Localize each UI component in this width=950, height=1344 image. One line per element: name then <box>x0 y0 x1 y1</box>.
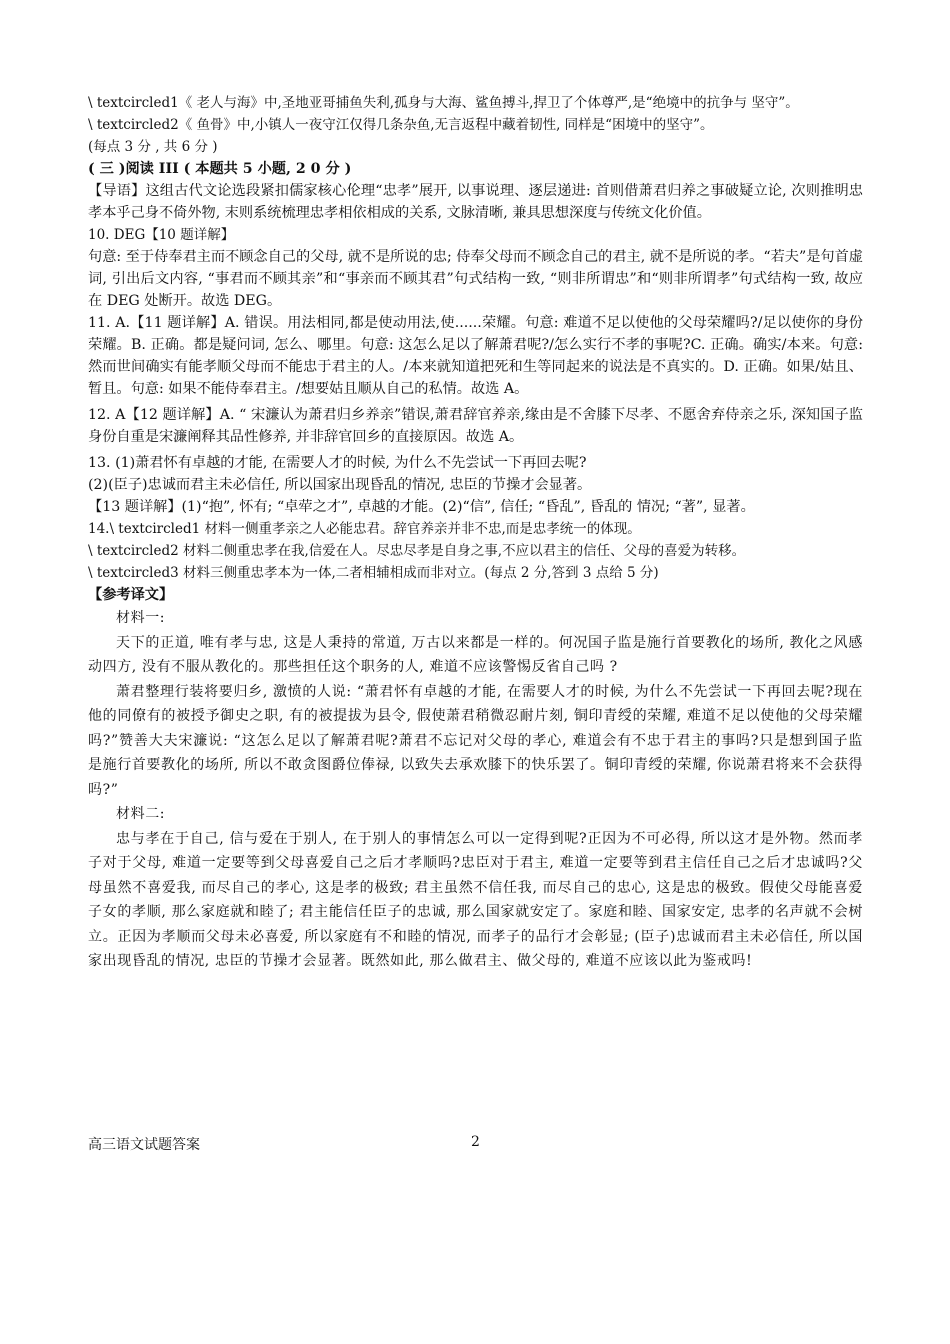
answer-line-circled1: \ textcircled1《 老人与海》中,圣地亚哥捕鱼失利,孤身与大海、鲨鱼搏斗,捍卫了个体尊严,是“绝境中的抗争与 坚守”。 <box>88 95 799 111</box>
reference-translation-heading: 【参考译文】 <box>88 587 174 603</box>
intro-paragraph: 【导语】这组古代文论选段紧扣儒家核心伦理“忠孝”展开, 以事说理、逐层递进: 首则借萧君归养之事破疑立论, 次则推明忠孝本乎己身不倚外物, 末则系统梳理忠孝相依相成的关系, 文脉清晰, 兼具思想深度与传统文化价值。 <box>88 183 863 221</box>
material-2-paragraph-1: 忠与孝在于自己, 信与爱在于别人, 在于别人的事情怎么可以一定得到呢?正因为不可必得, 所以这才是外物。然而孝子对于父母, 难道一定要等到父母喜爱自己之后才孝顺吗?忠臣对于君主, 难道一定要等到君主信任自己之后才忠诚吗?父母虽然不喜爱我, 而尽自己的孝心, 这是孝的极致; 君主虽然不信任我, 而尽自己的忠心, 这是忠的极致。假使父母能喜爱子女的孝顺, 那么家庭就和睦了; 君主能信任臣子的忠诚, 那么国家就安定了。家庭和睦、国家安定, 忠孝的名声就不会树立。正因为孝顺而父母未必喜爱, 所以家庭有不和睦的情况, 而孝子的品行才会彰显; (臣子)忠诚而君主未必信任, 所以国家出现昏乱的情况, 忠臣的节操才会显著。既然如此, 那么做君主、做父母的, 难道不应该以此为鉴戒吗! <box>88 830 863 969</box>
page-footer <box>88 1134 863 1154</box>
q14-answer-1: 14.\ textcircled1 材料一侧重孝亲之人必能忠君。辞官养亲并非不忠,而是忠孝统一的体现。 <box>88 521 641 537</box>
q14-answer-2: \ textcircled2 材料二侧重忠孝在我,信爱在人。尽忠尽孝是自身之事,不应以君主的信任、父母的喜爱为转移。 <box>88 543 746 559</box>
q14-answer-3: \ textcircled3 材料三侧重忠孝本为一体,二者相辅相成而非对立。(每点 2 分,答到 3 点给 5 分) <box>88 565 659 581</box>
page-number: 2 <box>471 1134 480 1150</box>
material-1-paragraph-1: 天下的正道, 唯有孝与忠, 这是人秉持的常道, 万古以来都是一样的。何况国子监是施行首要教化的场所, 教化之风感动四方, 没有不服从教化的。那些担任这个职务的人, 难道不应该警惕反省自己吗 ? <box>88 634 863 675</box>
q12-explanation: 12. A【12 题详解】A. “ 宋濂认为萧君归乡养亲”错误,萧君辞官养亲,缘由是不舍膝下尽孝、不愿舍弃侍亲之乐, 深知国子监身份自重是宋濂阐释其品性修养, 并非辞官回乡的直接原因。故选 A。 <box>88 407 863 445</box>
material-1-paragraph-2: 萧君整理行装将要归乡, 激愤的人说: “萧君怀有卓越的才能, 在需要人才的时候, 为什么不先尝试一下再回去呢?现在他的同僚有的被授予御史之职, 有的被提拔为县令, 假使萧君稍微忍耐片刻, 铜印青绶的荣耀, 难道不足以使他的父母荣耀吗?”赞善大夫宋濂说: “这怎么足以了解萧君呢?萧君不忘记对父母的孝心, 难道会有不忠于君主的事吗?只是想到国子监是施行首要教化的场所, 所以不敢贪图爵位俸禄, 以致失去承欢膝下的快乐罢了。铜印青绶的荣耀, 你说萧君将来不会获得吗?” <box>88 683 863 798</box>
q13-answer-2: (2)(臣子)忠诚而君主未必信任, 所以国家出现昏乱的情况, 忠臣的节操才会显著。 <box>88 477 592 493</box>
material-2-label: 材料二: <box>116 806 166 822</box>
footer-title: 高三语文试题答案 <box>88 1137 200 1153</box>
score-note: (每点 3 分 , 共 6 分 ) <box>88 139 218 155</box>
q11-explanation: 11. A.【11 题详解】A. 错误。用法相同,都是使动用法,使......荣耀。句意: 难道不足以使他的父母荣耀吗?/足以使你的身份荣耀。B. 正确。都是疑问词, 怎么、哪里。句意: 这怎么足以了解萧君呢?/怎么实行不孝的事呢?C. 正确。确实/本来。句意: 然而世间确实有能孝顺父母而不能忠于君主的人。/本来就知道把死和生等同起来的说法是不真实的。D. 正确。如果/姑且、暂且。句意: 如果不能侍奉君主。/想要姑且顺从自己的私情。故选 A。 <box>88 315 863 397</box>
material-1-label: 材料一: <box>116 610 166 626</box>
q13-explanation: 【13 题详解】(1)“抱”, 怀有; “卓荦之才”, 卓越的才能。(2)“信”, 信任; “昏乱”, 昏乱的 情况; “著”, 显著。 <box>88 499 755 515</box>
document-page <box>88 92 863 974</box>
q10-explanation: 句意: 至于侍奉君主而不顾念自己的父母, 就不是所说的忠; 侍奉父母而不顾念自己的君主, 就不是所说的孝。“若夫”是句首虚词, 引出后文内容, “事君而不顾其亲”和“事亲而不顾其君”句式结构一致, “则非所谓忠”和“则非所谓孝”句式结构一致, 故应在 DEG 处断开。故选 DEG。 <box>88 249 863 309</box>
q10-heading: 10. DEG【10 题详解】 <box>88 227 235 243</box>
section-heading: ( 三 )阅读 III ( 本题共 5 小题, 2 0 分 ) <box>88 161 352 177</box>
answer-line-circled2: \ textcircled2《 鱼骨》中,小镇人一夜守江仅得几条杂鱼,无言返程中藏着韧性, 同样是“困境中的坚守”。 <box>88 117 714 133</box>
q13-answer-1: 13. (1)萧君怀有卓越的才能, 在需要人才的时候, 为什么不先尝试一下再回去呢? <box>88 455 587 471</box>
